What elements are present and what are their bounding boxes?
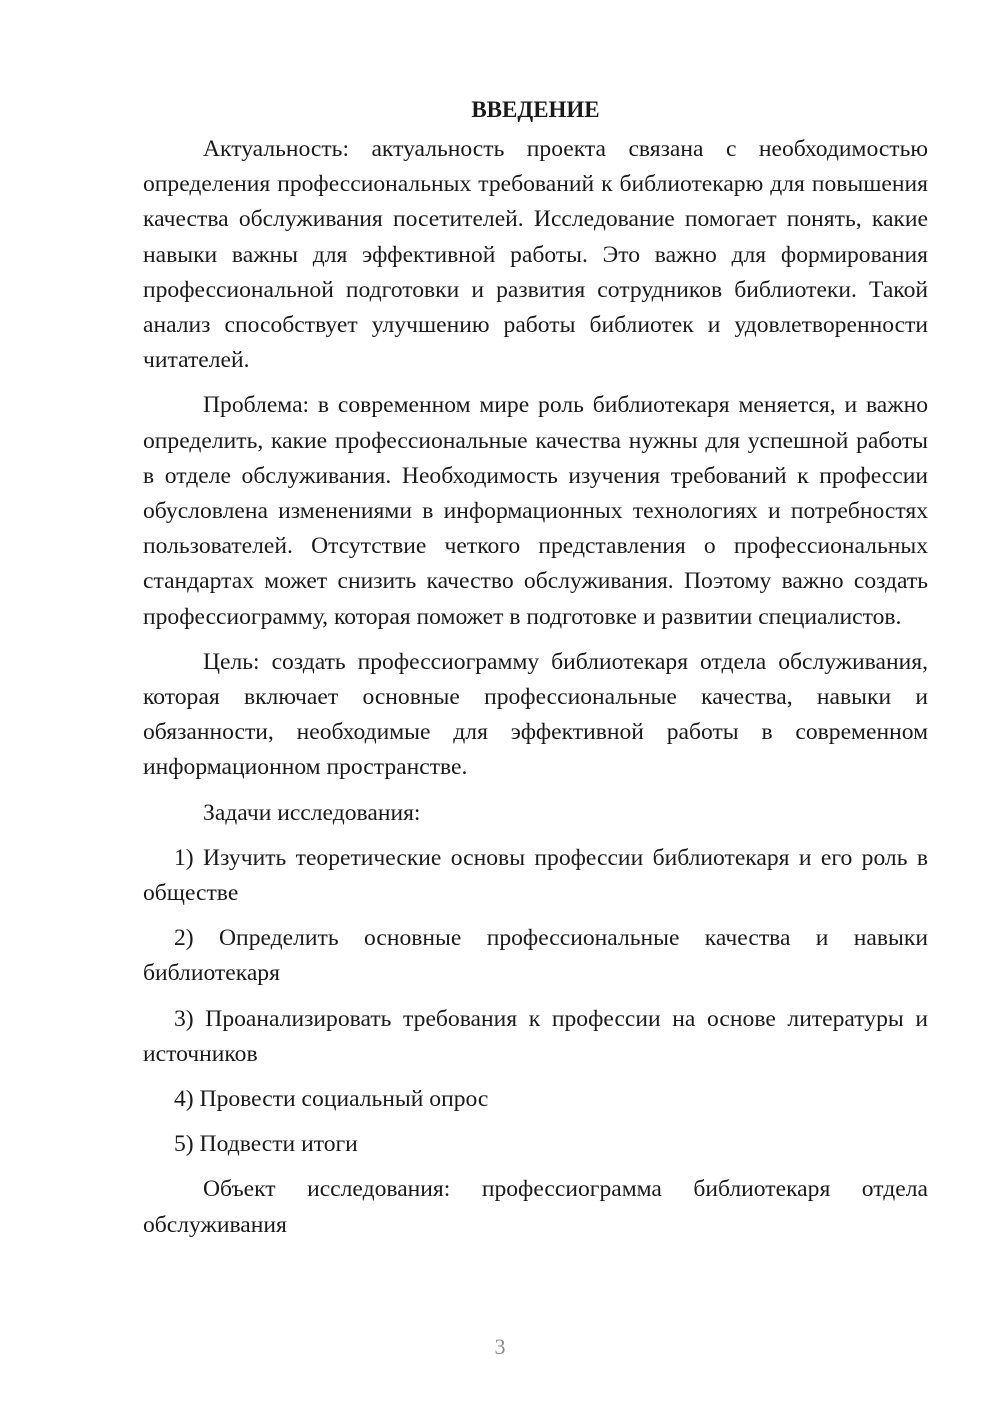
tasks-list (143, 841, 928, 1163)
task-item: 5) Подвести итоги (174, 1131, 358, 1158)
page-number: 3 (494, 1334, 506, 1359)
tasks-heading: Задачи исследования: (203, 799, 421, 826)
task-item: 2) Определить основные профессиональные качества и навыки библиотекаря (143, 925, 928, 987)
task-item: 4) Провести социальный опрос (174, 1086, 489, 1113)
task-item: 1) Изучить теоретические основы профессии библиотекаря и его роль в обществе (143, 844, 928, 907)
problem-paragraph: Проблема: в современном мире роль библиотекаря меняется, и важно определить, какие профессиональные качества нужны для успешной работы в отделе обслуживания. Необходимость изучения требований к профессии обусловлена изменениями в информационных технологиях и потребностях пользователей. Отсутствие четкого представления о профессиональных стандартах может снизить качество обслуживания. Поэтому важно создать профессиограмму, которая поможет в подготовке и развитии специалистов. (143, 392, 928, 630)
relevance-paragraph: Актуальность: актуальность проекта связана с необходимостью определения профессиональных требований к библиотекарю для повышения качества обслуживания посетителей. Исследование помогает понять, какие навыки важны для эффективной работы. Это важно для формирования профессиональной подготовки и развития сотрудников библиотеки. Такой анализ способствует улучшению работы библиотек и удовлетворенности читателей. (143, 136, 928, 374)
task-item: 3) Проанализировать требования к профессии на основе литературы и источников (143, 1005, 928, 1067)
goal-paragraph: Цель: создать профессиограмму библиотекаря отдела обслуживания, которая включает основные профессиональные качества, навыки и обязанности, необходимые для эффективной работы в современном информационном пространстве. (143, 648, 928, 781)
page-title: ВВЕДЕНИЕ (471, 97, 600, 122)
object-paragraph: Объект исследования: профессиограмма библиотекаря отдела обслуживания (143, 1176, 928, 1238)
document-body (143, 92, 928, 1253)
